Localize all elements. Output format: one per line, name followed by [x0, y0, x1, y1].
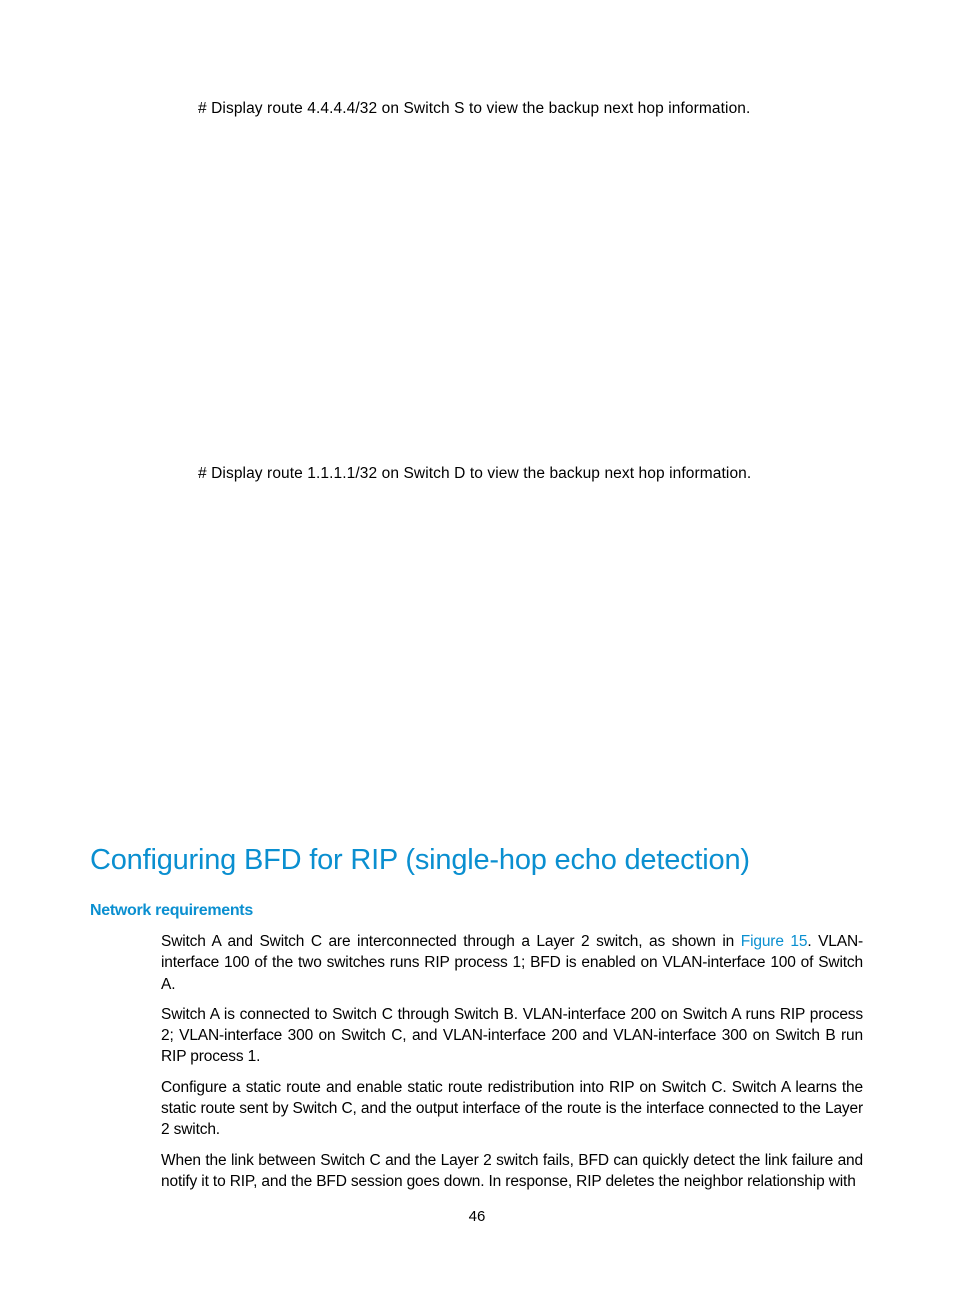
paragraph-4: When the link between Switch C and the Layer 2 switch fails, BFD can quickly detect the link failure and notify it to RIP, and the BFD session goes down. In response, RIP deletes the neighbor relationship with	[161, 1151, 863, 1190]
section-title: Configuring BFD for RIP (single-hop echo detection)	[90, 844, 750, 876]
figure-15-link[interactable]: Figure 15	[740, 933, 808, 950]
display-route-note-switch-s: # Display route 4.4.4.4/32 on Switch S to view the backup next hop information.	[198, 100, 751, 117]
paragraph-1-text-a: Switch A and Switch C are interconnected through a Layer 2 switch, as shown in	[161, 933, 741, 950]
display-route-note-switch-d: # Display route 1.1.1.1/32 on Switch D to view the backup next hop information.	[198, 465, 752, 482]
page-number: 46	[468, 1208, 486, 1225]
paragraph-2: Switch A is connected to Switch C through Switch B. VLAN-interface 200 on Switch A runs RIP process 2; VLAN-interface 300 on Switch C, and VLAN-interface 200 and VLAN-interface 300 on Switch B run RIP process 1.	[161, 1005, 863, 1066]
paragraph-3: Configure a static route and enable static route redistribution into RIP on Switch C. Switch A learns the static route sent by Switch C, and the output interface of the route is the interface connected to the Layer 2 switch.	[161, 1078, 863, 1139]
network-requirements-body	[161, 931, 863, 1201]
paragraph-1	[161, 931, 863, 995]
network-requirements-heading: Network requirements	[90, 902, 253, 919]
paragraph-1-text-b: . VLAN-interface 100 of the two switches runs RIP process 1; BFD is enabled on VLAN-interface 100 of Switch A.	[161, 933, 864, 993]
